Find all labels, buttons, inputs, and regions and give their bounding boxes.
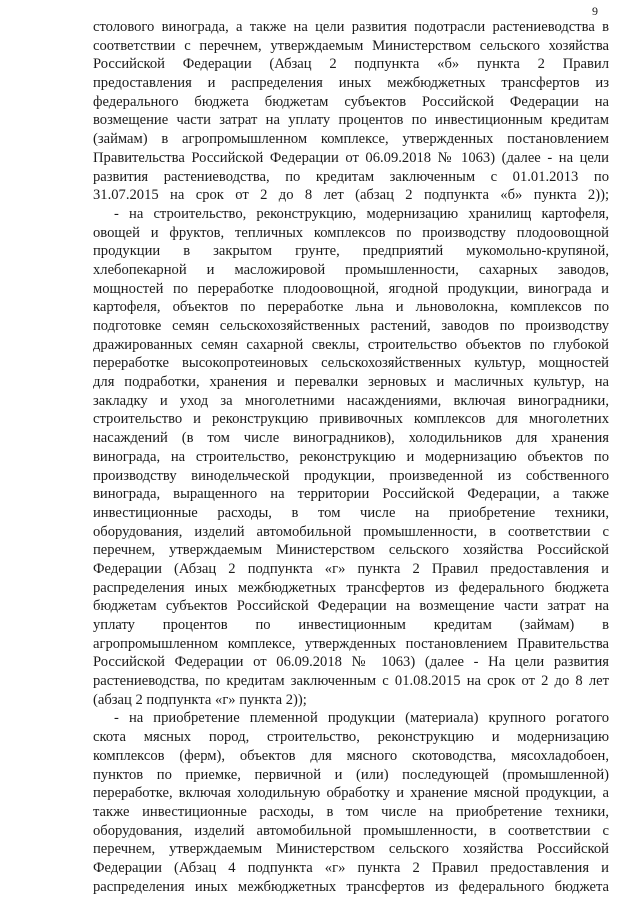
text-line: уплату процентов по инвестиционным кредитам (займам) в: [93, 617, 609, 633]
document-body: [93, 18, 609, 896]
text-line: комплексов (ферм), объектов для мясного скотоводства, мясохладобоен,: [93, 747, 609, 764]
text-line: Федерации (Абзац 4 подпункта «г» пункта 2 Правил предоставления и: [93, 859, 609, 876]
text-line: дражированных семян сахарной свеклы, строительство объектов по глубокой: [93, 336, 609, 353]
text-line: перечнем, утверждаемым Министерством сельского хозяйства Российской: [93, 841, 609, 858]
text-line: перечнем, утверждаемым Министерством сельского хозяйства Российской: [93, 542, 609, 559]
text-line: оборудования, изделий автомобильной промышленности, в соответствии с: [93, 822, 609, 839]
text-line: развития растениеводства, по кредитам заключенным с 01.01.2013 по: [93, 168, 609, 185]
text-line: возмещение части затрат на уплату процентов по инвестиционным кредитам: [93, 112, 609, 129]
text-line: соответствии с перечнем, утверждаемым Министерством сельского хозяйства: [93, 37, 609, 54]
text-line: винограда, на строительство, реконструкцию и модернизацию объектов по: [93, 448, 609, 465]
text-line: распределения иных межбюджетных трансфертов из федерального бюджета: [93, 878, 609, 895]
text-line: пунктов по приемке, первичной и (или) последующей (промышленной): [93, 766, 609, 783]
text-line: скота мясных пород, строительство, реконструкцию и модернизацию: [93, 729, 609, 746]
text-line: закладку и уход за многолетними насаждениями, включая виноградники,: [93, 392, 609, 409]
text-line: агропромышленном комплексе, утвержденных постановлением Правительства: [93, 635, 609, 652]
text-line: овощей и фруктов, тепличных комплексов по производству плодоовощной: [93, 224, 609, 241]
text-line: переработке, включая холодильную обработку и хранение мясной продукции, а: [93, 785, 609, 802]
text-line: производству винодельческой продукции, произведенной из собственного: [93, 467, 609, 484]
text-line: федерального бюджета бюджетам субъектов Российской Федерации на: [93, 93, 609, 110]
text-line: переработке высокопротеиновых сельскохозяйственных культур, мощностей: [93, 355, 609, 372]
text-line: также инвестиционные расходы, в том числе на приобретение техники,: [93, 803, 609, 820]
text-line: Российской Федерации от 06.09.2018 № 1063) (далее - На цели развития: [93, 654, 609, 671]
text-line: Российской Федерации (Абзац 2 подпункта «б» пункта 2 Правил: [93, 56, 609, 73]
text-line: строительство и реконструкцию прививочных комплексов для многолетних: [93, 411, 609, 428]
text-line: Правительства Российской Федерации от 06.09.2018 № 1063) (далее - на цели: [93, 149, 609, 166]
paragraph-first-line: - на приобретение племенной продукции (материала) крупного рогатого: [114, 710, 609, 727]
text-line: картофеля, объектов по переработке льна и льноволокна, комплексов по: [93, 299, 609, 316]
text-line: растениеводства, по кредитам заключенным с 01.08.2015 на срок от 2 до 8 лет: [93, 673, 609, 690]
text-line: 31.07.2015 на срок от 2 до 8 лет (абзац 2 подпункта «б» пункта 2));: [93, 187, 609, 204]
text-line: бюджетам субъектов Российской Федерации на возмещение части затрат на: [93, 598, 609, 615]
text-line: инвестиционные расходы, в том числе на приобретение техники,: [93, 504, 609, 521]
text-line: оборудования, изделий автомобильной промышленности, в соответствии с: [93, 523, 609, 540]
text-line: продукции в закрытом грунте, предприятий мукомольно-крупяной,: [93, 243, 609, 260]
paragraph-first-line: столового винограда, а также на цели развития подотрасли растениеводства в: [93, 19, 609, 35]
text-line: подготовке семян сельскохозяйственных растений, заводов по производству: [93, 318, 609, 334]
text-line: хлебопекарной и масложировой промышленности, сахарных заводов,: [93, 261, 609, 278]
paragraph-first-line: - на строительство, реконструкцию, модернизацию хранилищ картофеля,: [114, 205, 609, 222]
text-line: винограда, выращенного на территории Российской Федерации, а также: [93, 486, 609, 503]
page-number: 9: [592, 4, 598, 18]
text-line: Федерации (Абзац 2 подпункта «г» пункта 2 Правил предоставления и: [93, 560, 609, 577]
text-line: распределения иных межбюджетных трансфертов из федерального бюджета: [93, 579, 609, 596]
text-line: насаждений (в том числе виноградников), холодильников для хранения: [93, 430, 609, 447]
text-line: предоставления и распределения иных межбюджетных трансфертов из: [93, 75, 609, 92]
text-line: для подработки, хранения и перевалки зерновых и масличных культур, на: [93, 374, 609, 391]
text-line: (займам) в агропромышленном комплексе, утвержденных постановлением: [93, 131, 609, 148]
text-line: мощностей по переработке плодоовощной, ягодной продукции, винограда и: [93, 280, 609, 297]
text-line: (абзац 2 подпункта «г» пункта 2));: [93, 691, 307, 708]
